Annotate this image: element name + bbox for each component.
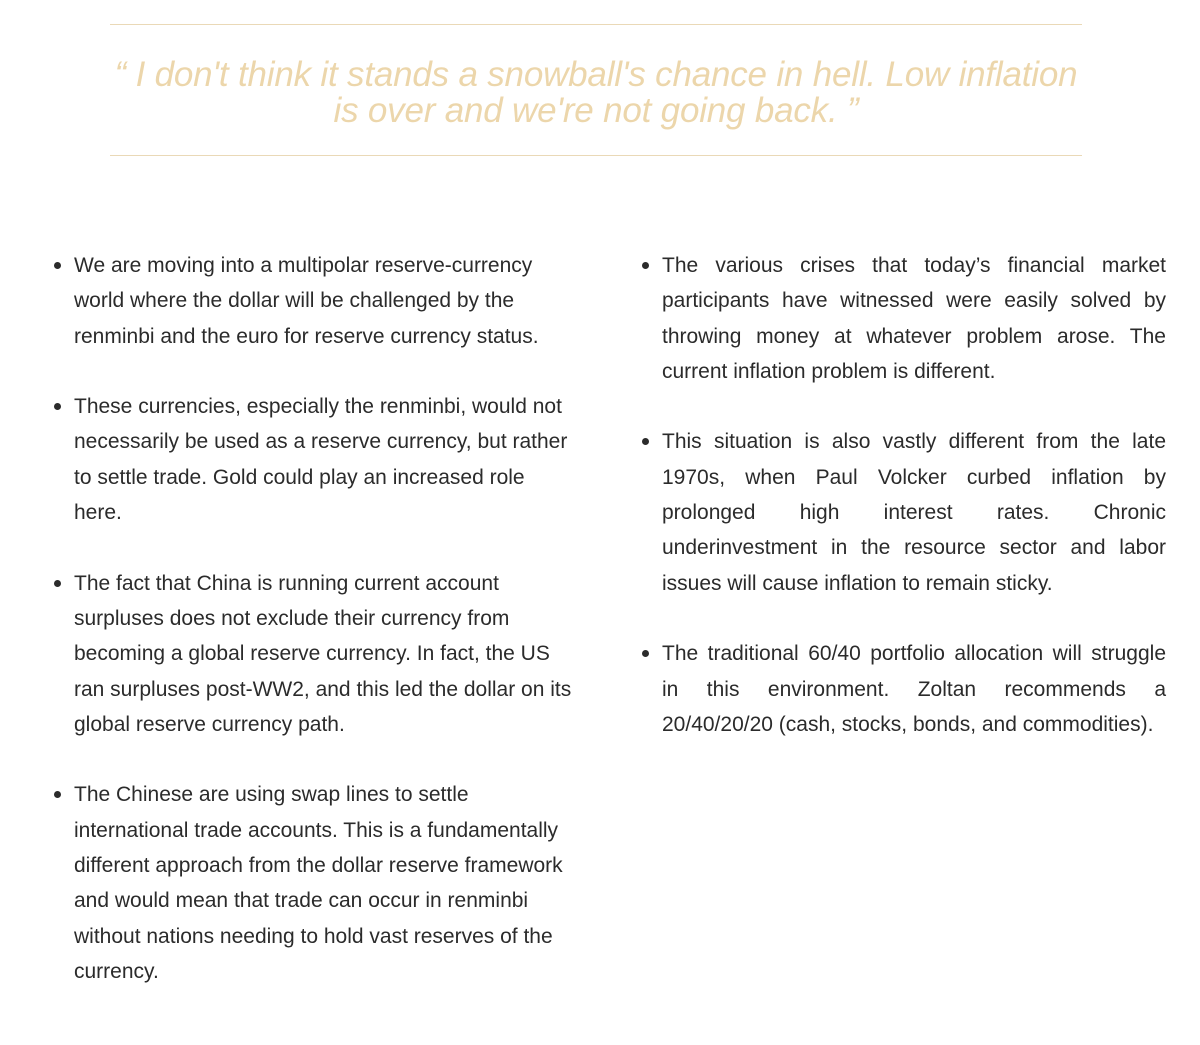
list-item [48,566,572,742]
bullet-dot-icon [642,650,649,657]
list-item-text: The fact that China is running current account surpluses does not exclude their currency from becoming a global reserve currency. In fact, the US ran surpluses post-WW2, and this led the dollar on its global reserve currency path. [74,571,572,736]
bullet-dot-icon [54,791,61,798]
list-item-text: These currencies, especially the renminbi, would not necessarily be used as a reserve currency, but rather to settle trade. Gold could play an increased role here. [74,395,568,525]
list-item [636,636,1166,742]
bullet-dot-icon [54,262,61,269]
bullet-dot-icon [54,403,61,410]
list-item [48,248,572,354]
bullet-dot-icon [642,438,649,445]
list-item [636,248,1166,389]
list-item-text: This situation is also vastly different from the late 1970s, when Paul Volcker curbed inflation by prolonged high interest rates. Chronic underinvestment in the resource sector and labor issues will cause inflation to remain sticky. [662,430,1166,595]
list-item-text: The traditional 60/40 portfolio allocation will struggle in this environment. Zoltan recommends a 20/40/20/20 (cash, stocks, bonds, and commodities). [662,642,1166,736]
list-item-text: The various crises that today’s financial market participants have witnessed were easily solved by throwing money at whatever problem arose. The current inflation problem is different. [662,254,1166,383]
list-item-text: The Chinese are using swap lines to settle international trade accounts. This is a fundamentally different approach from the dollar reserve framework and would mean that trade can occur in renminbi without nations needing to hold vast reserves of the currency. [74,783,563,983]
list-item [636,424,1166,600]
list-item [48,777,572,989]
right-bullet-list [636,248,1166,777]
bullet-dot-icon [54,580,61,587]
pull-quote [110,24,1082,156]
left-bullet-list [48,248,572,1025]
pull-quote-text: “ I don't think it stands a snowball's chance in hell. Low inflation is over and we're not going back. ” [114,55,1078,130]
list-item-text: We are moving into a multipolar reserve-currency world where the dollar will be challenged by the renminbi and the euro for reserve currency status. [74,254,539,348]
list-item [48,389,572,530]
bullet-dot-icon [642,262,649,269]
